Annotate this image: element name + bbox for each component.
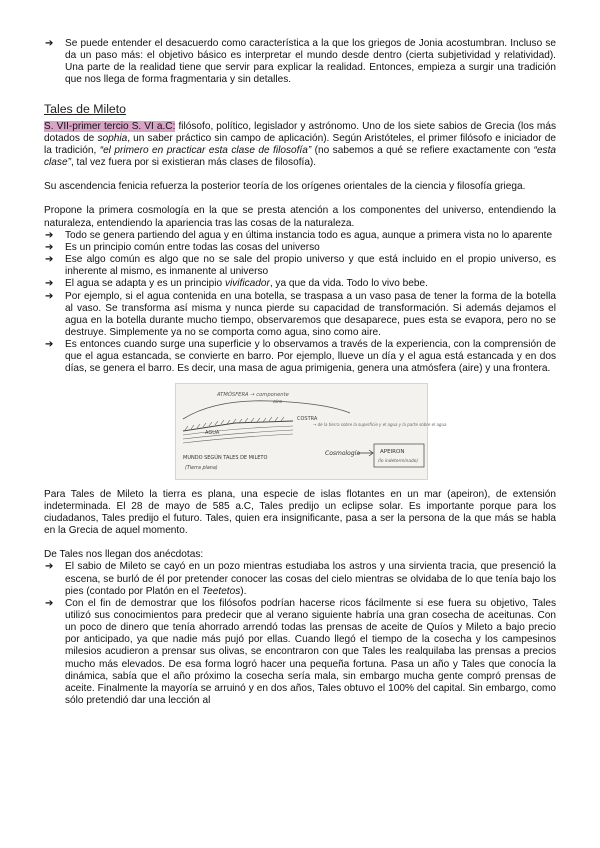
text-run: El sabio de Mileto se cayó en un pozo mientras estudiaba los astros y una sirvienta tracia, que presenció la escena, se burló de él por pretender conocer las cosas del cielo mientras se olvidaba de lo que tenía bajo los pies (contado por Platón en el bbox=[65, 561, 556, 597]
arrow-icon: ➔ bbox=[45, 38, 54, 49]
bullet-item bbox=[44, 230, 556, 242]
sketch-label-tierra: (Tierra plana) bbox=[185, 465, 218, 471]
paragraph-anecdotes-intro: De Tales nos llegan dos anécdotas: bbox=[44, 549, 204, 561]
sketch-note-costra: → de la tierra sobre la superficie y el agua y la parte sobre el agua bbox=[313, 421, 447, 427]
text-run: , tal vez fuera por si existieran más clases de filosofía). bbox=[70, 157, 317, 169]
arrow-icon: ➔ bbox=[45, 290, 54, 302]
sketch-label-indeterminado: (lo indeterminado) bbox=[378, 458, 419, 464]
bullet-text bbox=[65, 278, 556, 290]
italic-text: Teetetos bbox=[201, 585, 241, 597]
sketch-label-costra: COSTRA bbox=[297, 415, 318, 422]
bullet-item bbox=[44, 291, 556, 340]
text-run: , un saber práctico sin campo de aplicación). Según Aristóteles, el primer filósofo e iniciador de la tradición, bbox=[44, 132, 556, 156]
text-run: El agua se adapta y es un principio bbox=[65, 278, 225, 290]
bullet-item bbox=[44, 254, 556, 278]
bullet-item bbox=[44, 38, 556, 87]
anecdote-text: Con el fin de demostrar que los filósofos podrían hacerse ricos fácilmente si ese fuera su objetivo, Tales utilizó sus conocimientos para predecir que al verano siguiente habría una gran cosecha de aceitunas. Con un poco de dinero que tenía ahorrado arrendó todas las prensas de aceite de Quíos y Mileto a bajo precio por anticipado, ya que nadie más pujó por ellas. Cuando llegó el tiempo de la cosecha y los campesinos milesios acudieron a prensar sus olivas, se encontraron con que Tales les realquilaba las prensas a precios mucho más elevados. De esa forma logró hacer una pequeña fortuna. Pasa un año y Tales que conocía la dinámica, sabía que el año próximo la cosecha sería mala, sin embargo mucha gente compró prensas de aceite. Finalmente la mayoría se arruinó y en dos años, Tales obtuvo el 100% del capital. Sin embargo, como sólo pretendió dar una lección al bbox=[65, 597, 556, 707]
text-run: (no sabemos a qué se refiere exactamente con bbox=[311, 144, 534, 156]
arrow-icon: ➔ bbox=[45, 229, 54, 241]
bullet-text: Es entonces cuando surge una superficie y lo observamos a través de la experiencia, con la comprensión de que el agua estancada, se convierte en barro. Por ejemplo, llueve un día y el agua está estancada y en dos días, se genera el barro. Es decir, una masa de agua primigenia, genera una atmósfera (aire) y una frontera. bbox=[65, 339, 556, 375]
hand-drawn-sketch bbox=[175, 383, 447, 480]
italic-quote: “esta clase” bbox=[44, 144, 556, 169]
text-run: filósofo, político, legislador y astrónomo. Uno de los siete sabios de Grecia (los más dotados de bbox=[44, 120, 556, 144]
bullet-text: Ese algo común es algo que no se sale del propio universo y que está incluido en el propio universo, es inherente al mismo, es inmanente al universo bbox=[65, 254, 556, 278]
bullet-text: Por ejemplo, si el agua contenida en una botella, se traspasa a un vaso pasa de tener la forma de la botella al vaso. Se transforma así misma y nunca pierde su capacidad de transformación. Si además dejamos el agua en la botella durante mucho tiempo, observaremos que desaparece, pues esta se evapora, pero no se destruye. Simplemente ya no se comporta como agua, sino como aire. bbox=[65, 290, 556, 338]
bullet-item bbox=[44, 278, 556, 290]
arrow-icon: ➔ bbox=[45, 339, 54, 351]
text-run: ). bbox=[240, 585, 247, 597]
bullet-item bbox=[44, 242, 556, 254]
sketch-label-atmosfera: ATMÓSFERA → componente bbox=[217, 391, 289, 398]
section-title: Tales de Mileto bbox=[44, 101, 127, 116]
document-page bbox=[44, 38, 556, 707]
anecdote-text bbox=[65, 561, 556, 597]
arrow-icon: ➔ bbox=[45, 254, 54, 266]
italic-quote: “el primero en practicar esta clase de filosofía” bbox=[99, 144, 312, 156]
bullet-text: Es un principio común entre todas las cosas del universo bbox=[65, 241, 320, 253]
paragraph-cosmology: Propone la primera cosmología en la que se presta atención a los componentes del universo, entendiendo la naturaleza, entendiendo la apariencia tras las cosas de la naturaleza. bbox=[44, 205, 556, 229]
arrow-icon: ➔ bbox=[45, 278, 54, 290]
sketch-label-agua: AGUA bbox=[205, 429, 220, 436]
sketch-label-apeiron: APEIRON bbox=[380, 448, 405, 455]
bullet-item bbox=[44, 339, 556, 375]
arrow-icon: ➔ bbox=[45, 561, 54, 573]
arrow-icon: ➔ bbox=[45, 597, 54, 609]
sketch-label-cosmologia: Cosmología bbox=[325, 449, 360, 457]
paragraph-bio bbox=[44, 121, 556, 170]
italic-text: vivificador bbox=[224, 278, 270, 290]
bullet-text: Todo se genera partiendo del agua y en última instancia todo es agua, aunque a primera vista no lo aparente bbox=[65, 229, 553, 241]
highlighted-date: S. VII-primer tercio S. VI a.C: bbox=[44, 120, 176, 132]
text-run: , ya que da vida. Todo lo vivo bebe. bbox=[269, 278, 428, 290]
bullet-item bbox=[44, 598, 556, 707]
paragraph-flat-earth: Para Tales de Mileto la tierra es plana, una especie de islas flotantes en un mar (apeiron), de extensión indeterminada. El 28 de mayo de 585 a.C, Tales predijo un eclipse solar. Es importante porque para los ciudadanos, Tales predijo el futuro. Tales, quien era insignificante, pasa a ser la persona de la que más se habla en la Grecia de aquel momento. bbox=[44, 488, 556, 537]
arrow-icon: ➔ bbox=[45, 241, 54, 253]
intro-bullet-text: Se puede entender el desacuerdo como característica a la que los griegos de Jonia acostumbran. Incluso se da un paso más: el objetivo básico es interpretar el mundo desde dentro (cierta subjetividad y relatividad). Una parte de la realidad tiene que servir para explicar la realidad. Entonces, empieza a surgir una tradición que nos llega de forma fragmentaria y sin detalles. bbox=[65, 38, 556, 86]
italic-text: sophia bbox=[97, 132, 128, 144]
paragraph-origins: Su ascendencia fenicia refuerza la posterior teoría de los orígenes orientales de la ciencia y filosofía griega. bbox=[44, 181, 526, 193]
sketch-label-aire: aire bbox=[273, 399, 283, 405]
bullet-item bbox=[44, 561, 556, 597]
sketch-label-mundo: MUNDO SEGÚN TALES DE MILETO bbox=[183, 454, 268, 461]
